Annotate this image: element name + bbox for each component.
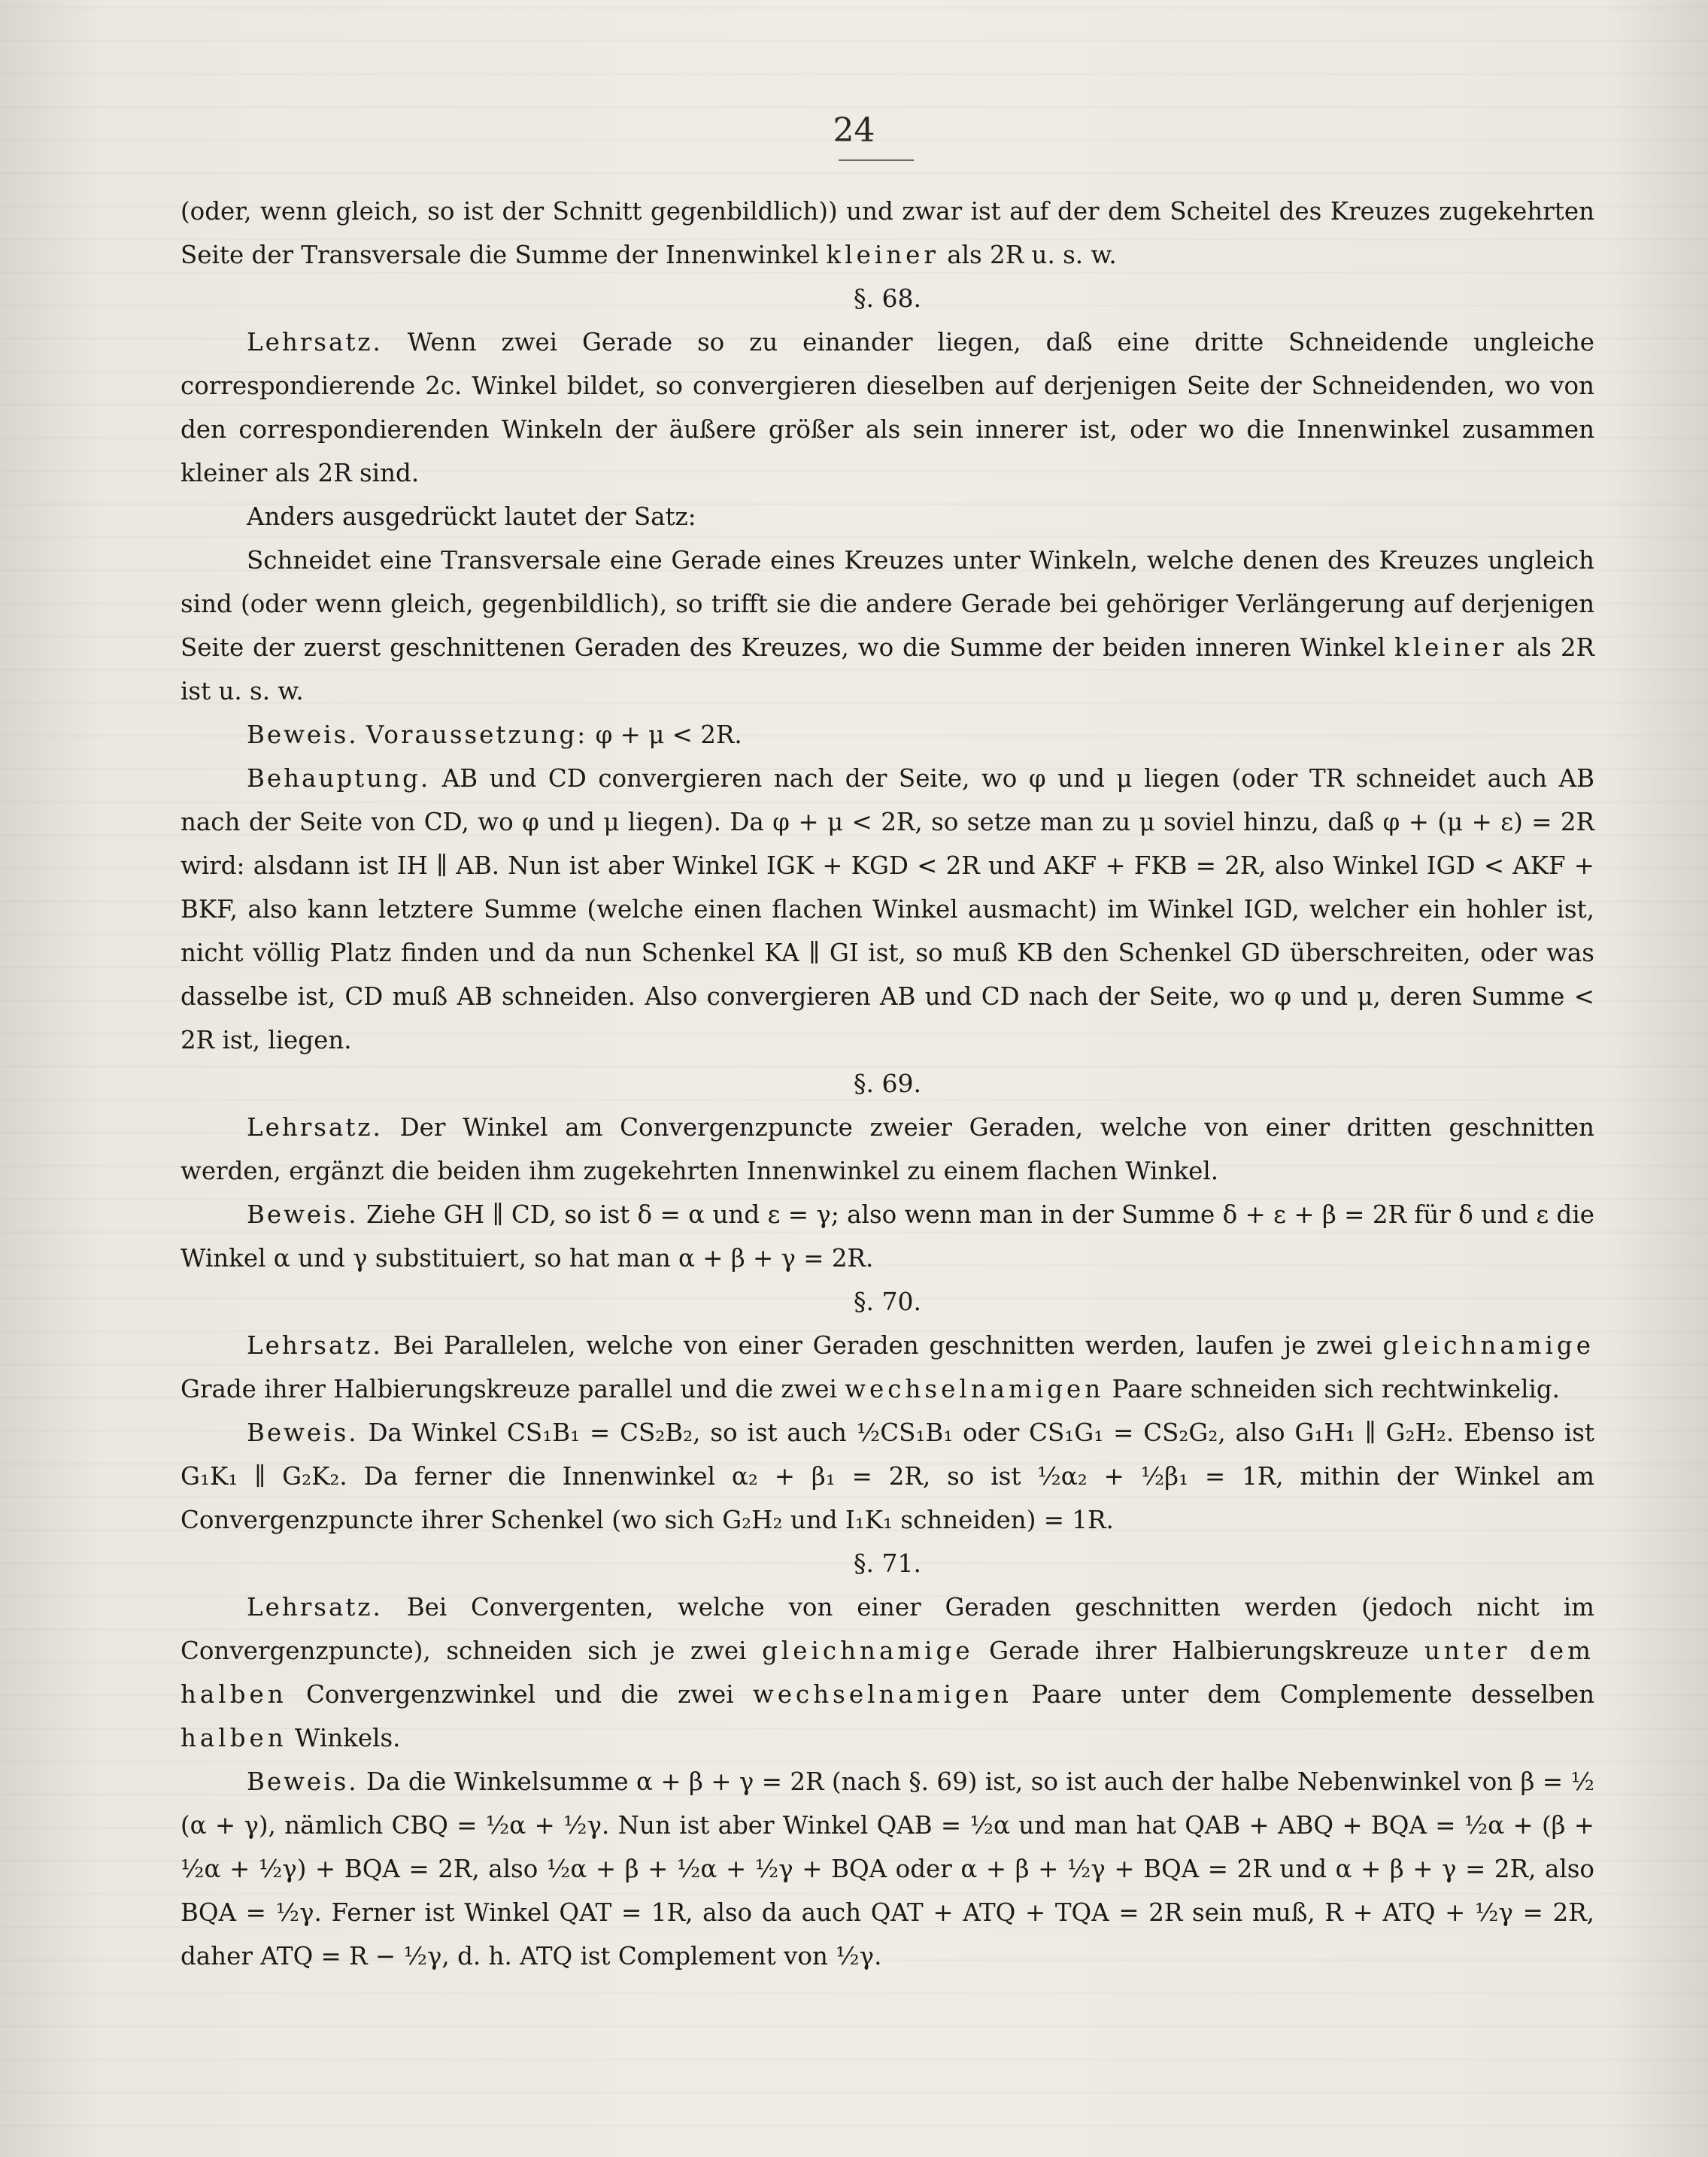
text: Grade ihrer Halbierungskreuze parallel und die zwei	[181, 1375, 837, 1403]
emphasis: wechselnamigen	[845, 1375, 1105, 1403]
text: Bei Convergenten, welche von einer Geraden geschnitten werden (jedoch nicht im Convergenzpuncte), schneiden sich je zwei	[181, 1593, 1594, 1665]
page-number: 24	[833, 111, 875, 150]
premise-label: Voraussetzung:	[366, 721, 588, 749]
claim-text: AB und CD convergieren nach der Seite, wo φ und μ liegen (oder TR schneidet auch AB nach der Seite von CD, wo φ und μ liegen). Da φ + μ < 2R, so setze man zu μ soviel hinzu, daß φ + (μ + ε) = 2R wird: alsdann ist IH ∥ AB. Nun ist aber Winkel IGK + KGD < 2R und AKF + FKB = 2R, also Winkel IGD < AKF + BKF, also kann letztere Summe (welche einen flachen Winkel ausmacht) im Winkel IGD, welcher ein hohler ist, nicht völlig Platz finden und da nun Schenkel KA ∥ GI ist, so muß KB den Schenkel GD überschreiten, oder was dasselbe ist, CD muß AB schneiden. Also convergieren AB und CD nach der Seite, wo φ und μ, deren Summe < 2R ist, liegen.	[181, 764, 1594, 1054]
emphasis: wechselnamigen	[753, 1680, 1012, 1709]
emphasis: gleichnamige	[762, 1637, 974, 1665]
emphasis: gleichnamige	[1382, 1331, 1594, 1360]
text: als 2R u. s. w.	[947, 241, 1117, 269]
text: Paare schneiden sich rechtwinkelig.	[1112, 1375, 1560, 1403]
proof-text: Ziehe GH ∥ CD, so ist δ = α und ε = γ; also wenn man in der Summe δ + ε + β = 2R für δ und ε die Winkel α und γ substituiert, so hat man α + β + γ = 2R.	[181, 1200, 1594, 1273]
section-heading-69: §. 69.	[854, 1069, 921, 1098]
paragraph-continuation	[181, 190, 1594, 277]
theorem-label: Lehrsatz.	[247, 1593, 383, 1622]
proof-69	[181, 1193, 1594, 1280]
text: Gerade ihrer Halbierungskreuze	[989, 1637, 1409, 1665]
emphasis: halben	[181, 1724, 287, 1752]
theorem-70	[181, 1324, 1594, 1411]
section-heading-70: §. 70.	[854, 1287, 921, 1316]
paragraph-anders: Anders ausgedrückt lautet der Satz:	[247, 502, 696, 531]
premise-text: φ + μ < 2R.	[595, 721, 742, 749]
text: Schneidet eine Transversale eine Gerade eines Kreuzes unter Winkeln, welche denen des Kreuzes ungleich sind (oder wenn gleich, gegenbildlich), so trifft sie die andere Gerade bei gehöriger Verlängerung auf derjenigen Seite der zuerst geschnittenen Geraden des Kreuzes, wo die Summe der beiden inneren Winkel	[181, 546, 1594, 662]
proof-text: Da Winkel CS₁B₁ = CS₂B₂, so ist auch ½CS₁B₁ oder CS₁G₁ = CS₂G₂, also G₁H₁ ∥ G₂H₂. Ebenso ist G₁K₁ ∥ G₂K₂. Da ferner die Innenwinkel α₂ + β₁ = 2R, so ist ½α₂ + ½β₁ = 1R, mithin der Winkel am Convergenzpuncte ihrer Schenkel (wo sich G₂H₂ und I₁K₁ schneiden) = 1R.	[181, 1418, 1594, 1534]
theorem-label: Lehrsatz.	[247, 328, 383, 356]
theorem-label: Lehrsatz.	[247, 1113, 383, 1142]
proof-68-premise	[181, 713, 1594, 757]
proof-label: Beweis.	[247, 1767, 359, 1796]
text: Paare unter dem Complemente desselben	[1031, 1680, 1594, 1709]
theorem-68-alternative	[181, 538, 1594, 713]
page-body	[181, 190, 1594, 1978]
text: Bei Parallelen, welche von einer Geraden geschnitten werden, laufen je zwei	[393, 1331, 1373, 1360]
theorem-text: Der Winkel am Convergenzpuncte zweier Geraden, welche von einer dritten geschnitten werden, ergänzt die beiden ihm zugekehrten Innenwinkel zu einem flachen Winkel.	[181, 1113, 1594, 1185]
claim-label: Behauptung.	[247, 764, 431, 793]
theorem-label: Lehrsatz.	[247, 1331, 383, 1360]
text: als 2R ist u. s. w.	[181, 633, 1594, 705]
proof-label: Beweis.	[247, 721, 359, 749]
theorem-text: Wenn zwei Gerade so zu einander liegen, daß eine dritte Schneidende ungleiche correspondierende 2c. Winkel bildet, so convergieren dieselben auf derjenigen Seite der Schneidenden, wo von den correspondierenden Winkeln der äußere größer als sein innerer ist, oder wo die Innenwinkel zusammen kleiner als 2R sind.	[181, 328, 1594, 487]
theorem-71	[181, 1585, 1594, 1760]
emphasis: kleiner	[1394, 633, 1508, 662]
emphasis: kleiner	[826, 241, 939, 269]
proof-70	[181, 1411, 1594, 1542]
header-rule	[839, 159, 914, 161]
theorem-68	[181, 320, 1594, 495]
proof-label: Beweis.	[247, 1418, 359, 1447]
text: Convergenzwinkel und die zwei	[306, 1680, 734, 1709]
section-heading-71: §. 71.	[854, 1549, 921, 1578]
proof-text: Da die Winkelsumme α + β + γ = 2R (nach §. 69) ist, so ist auch der halbe Nebenwinkel von β = ½ (α + γ), nämlich CBQ = ½α + ½γ. Nun ist aber Winkel QAB = ½α und man hat QAB + ABQ + BQA = ½α + (β + ½α + ½γ) + BQA = 2R, also ½α + β + ½α + ½γ + BQA oder α + β + ½γ + BQA = 2R und α + β + γ = 2R, also BQA = ½γ. Ferner ist Winkel QAT = 1R, also da auch QAT + ATQ + TQA = 2R sein muß, R + ATQ + ½γ = 2R, daher ATQ = R − ½γ, d. h. ATQ ist Complement von ½γ.	[181, 1767, 1594, 1970]
text: (oder, wenn gleich, so ist der Schnitt gegenbildlich)) und zwar ist auf der dem Scheitel des Kreuzes zugekehrten Seite der Transversale die Summe der Innenwinkel	[181, 197, 1594, 269]
proof-label: Beweis.	[247, 1200, 359, 1229]
emphasis: unter dem halben	[181, 1637, 1594, 1709]
text: Winkels.	[295, 1724, 401, 1752]
proof-71	[181, 1760, 1594, 1978]
section-heading-68: §. 68.	[854, 284, 921, 313]
theorem-69	[181, 1106, 1594, 1193]
proof-68-claim	[181, 757, 1594, 1062]
